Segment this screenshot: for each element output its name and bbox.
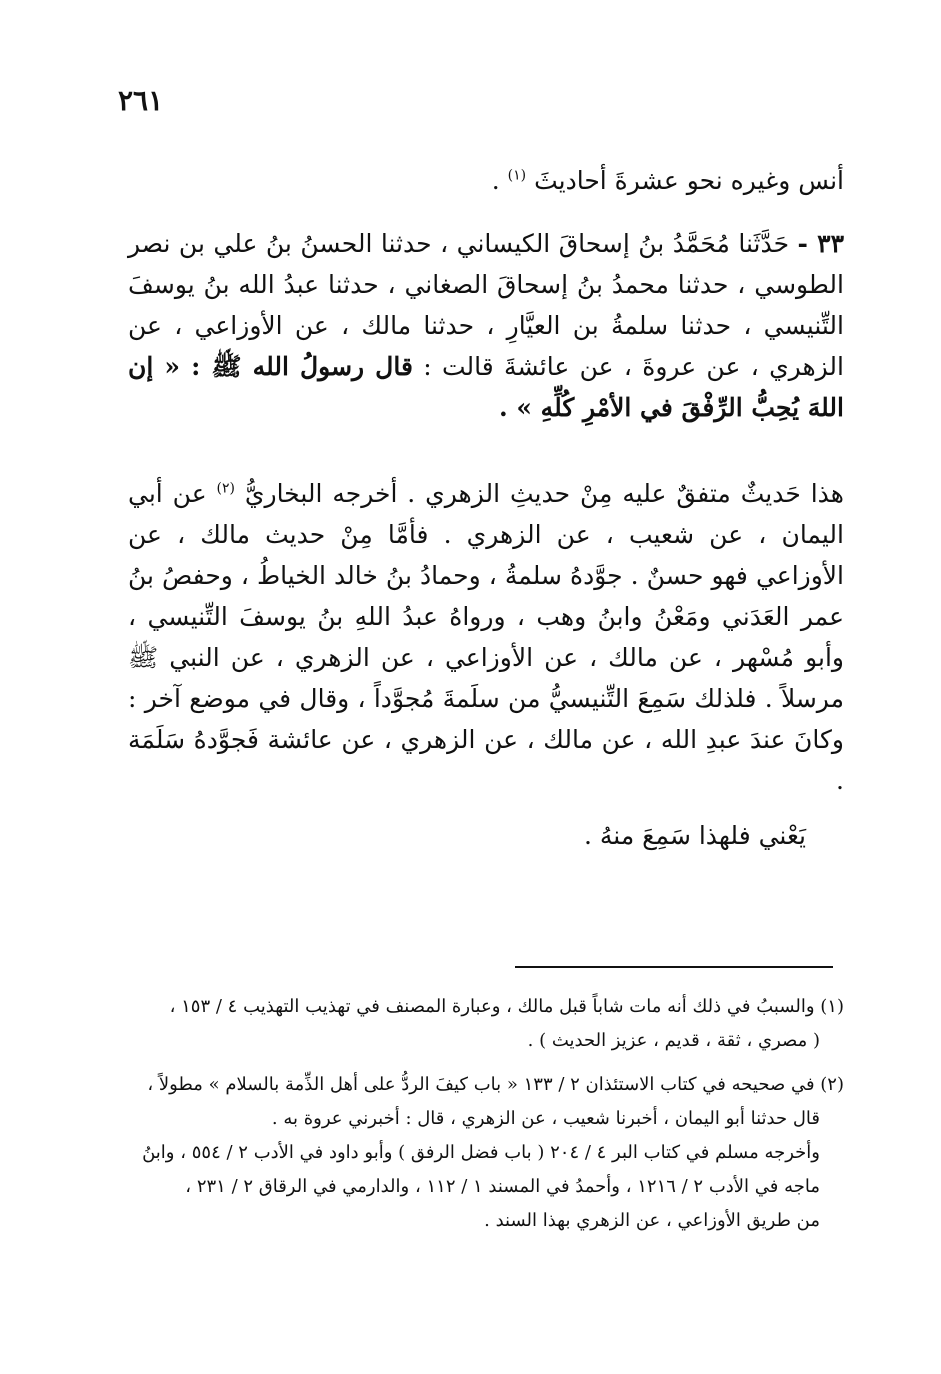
page-number: ٢٦١ xyxy=(118,84,164,117)
paragraph-intro-end: . xyxy=(491,166,508,195)
footnote-2-line-2: قال حدثنا أبو اليمان ، أخبرنا شعيب ، عن الزهري ، قال : أخبرني عروة به . xyxy=(271,1108,820,1129)
paragraph-intro-text: أنس وغيره نحو عشرةَ أحاديثَ xyxy=(534,166,844,195)
footnote-2-line-1: (٢) في صحيحه في كتاب الاستئذان ٢ / ١٣٣ « باب كيفَ الردُّ على أهل الذِّمة بالسلام » مطولاً ، xyxy=(147,1074,844,1095)
footnote-2-line-4: ماجه في الأدب ٢ / ١٢١٦ ، وأحمدُ في المسند ١ / ١١٢ ، والدارمي في الرقاق ٢ / ٢٣١ ، xyxy=(185,1176,820,1197)
footnote-1 xyxy=(128,990,844,1058)
commentary-paragraph xyxy=(128,473,844,801)
hadith-isnad: حَدَّثَنا مُحَمَّدُ بنُ إسحاقَ الكيساني ، حدثنا الحسنُ بنُ علي بن نصر الطوسي ، حدثنا محمدُ بنُ إسحاقَ الصغاني ، حدثنا عبدُ الله بنُ يوسفَ التِّنيسي ، حدثنا سلمةُ بن العيَّارِ ، حدثنا مالك ، عن الأوزاعي ، عن الزهري ، عن عروةَ ، عن عائشةَ قالت : xyxy=(128,229,844,381)
hadith-number: ٣٣ - xyxy=(797,229,844,258)
footnote-2-line-3: وأخرجه مسلم في كتاب البر ٤ / ٢٠٤ ( باب فضل الرفق ) وأبو داود في الأدب ٢ / ٥٥٤ ، وابنُ xyxy=(142,1142,820,1163)
closing-line: يَعْني فلهذا سَمِعَ منهُ . xyxy=(584,821,806,850)
footnote-2-line-5: من طريق الأوزاعي ، عن الزهري بهذا السند . xyxy=(484,1210,820,1231)
hadith-33 xyxy=(128,223,844,428)
footnote-2 xyxy=(128,1068,844,1238)
commentary-text-a: هذا حَديثٌ متفقٌ عليه مِنْ حديثِ الزهري . أخرجه البخاريُّ xyxy=(244,479,844,508)
footnote-ref-1[interactable]: (١) xyxy=(507,167,527,184)
paragraph-intro xyxy=(128,160,844,201)
footnote-1-line-2: ( مصري ، ثقة ، قديم ، عزيز الحديث ) . xyxy=(527,1030,820,1051)
hadith-matn: قال رسولُ الله ﷺ : « إن اللهَ يُحِبُّ الرِّفْقَ في الأمْرِ كُلِّهِ » . xyxy=(128,352,844,422)
footnote-divider xyxy=(515,966,833,968)
footnote-ref-2[interactable]: (٢) xyxy=(216,480,235,497)
footnote-1-line-1: (١) والسببُ في ذلك أنه مات شاباً قبل مالك ، وعبارة المصنف في تهذيب التهذيب ٤ / ١٥٣ ، xyxy=(169,996,844,1017)
commentary-text-b: عن أبي اليمان ، عن شعيب ، عن الزهري . فأمَّا مِنْ حديث مالك ، عن الأوزاعي فهو حسنٌ . جوَّدهُ سلمةُ ، وحمادُ بنُ خالد الخياطُ ، وحفصُ بنُ عمر العَدَني ومَعْنُ وابنُ وهب ، ورواهُ عبدُ اللهِ بنُ يوسفَ التِّنيسي ، وأبو مُسْهر ، عن مالك ، عن الأوزاعي ، عن الزهري ، عن النبي ﷺ مرسلاً . فلذلك سَمِعَ التِّنيسيُّ من سلَمةَ مُجوَّداً ، وقال في موضع آخر : وكانَ عندَ عبدِ الله ، عن مالك ، عن الزهري ، عن عائشة فَجوَّدهُ سَلَمَة . xyxy=(128,479,844,795)
